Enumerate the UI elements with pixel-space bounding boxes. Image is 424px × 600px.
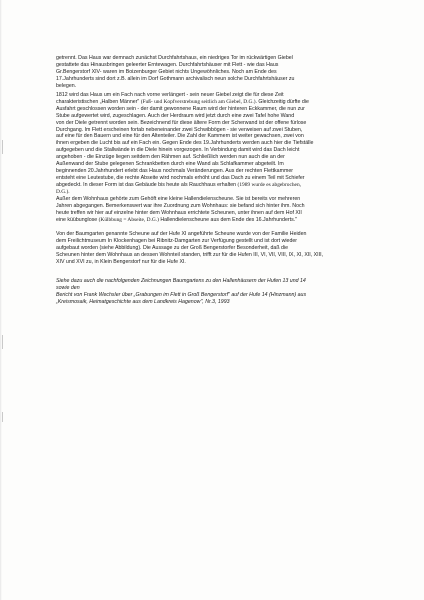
text-line: ihnen ergeben die Lucht bis auf ein Fach ein. Gegen Ende des 19.Jahrhunderts werden auch hier die Tiefställe [56, 140, 314, 147]
text-line: 17.Jahrhunderts sind dort z.B. allein im Dorf Gothmann archivalisch neun solche Durchfahrtshäuser zu [56, 75, 295, 82]
text-line: 1812 wird das Haus um ein Fach nach vorne verlängert - sein neuer Giebel zeigt die für diese Zeit [56, 91, 284, 98]
handwritten-annotation: D.G.). [56, 189, 70, 196]
text-line [56, 99, 369, 106]
text-line: aufgegeben und die Stallwände in die Diele hinein vorgezogen. In Verbindung damit wird das Dach leicht [56, 147, 300, 154]
text-line: XIV und XVI zu, in Klein Bengerstorf nur für die Hufe XI. [56, 258, 186, 265]
text-run: Hallendielenscheune aus dem Ende des 16.Jahrhunderts." [158, 216, 298, 223]
text-line: Außer dem Wohnhaus gehörte zum Gehöft eine kleine Hallendielenscheune. Sie ist bereits vor mehreren [56, 196, 301, 203]
page-edge-shadow [0, 0, 2, 600]
text-line [56, 182, 369, 189]
note-line: Siehe dazu auch die nachfolgenden Zeichnungen Baumgartens zu den Hallenhäusern der Hufen 13 und 14 [56, 277, 306, 284]
handwritten-annotation: (Fuß- und Kopfverstrebung seitlich am Giebel, D.G.). [140, 98, 257, 105]
text-line: gestattete das Hinausbringen geleerter Erntewagen. Durchfahrtshäuser mit Flett - wie das Haus [56, 61, 279, 68]
text-line: Durchgang. Im Flett erscheinen fortab nebeneinander zwei Schwibbögen - sie verweisen auf zwei Stuben, [56, 126, 303, 133]
text-run: Gleichzeitig dürfte die [256, 98, 309, 105]
paragraph-3 [56, 196, 369, 224]
text-line: Gr.Bengerstorf XIV- waren im Boizenburger Gebiet nichts Ungewöhnliches. Noch am Ende des [56, 68, 277, 75]
text-run: abgedeckt. In dieser Form ist das Gebäude bis heute als Rauchhaus erhalten [56, 182, 238, 189]
handwritten-annotation: (1989 wurde es abgebrochen, [237, 182, 301, 189]
note-line: sowie den [56, 284, 80, 291]
paragraph-4 [56, 231, 369, 266]
reference-notes [56, 278, 369, 306]
text-line: Von der Baumgarten genannte Scheune auf der Hufe XI angeführte Scheune wurde von der Familie Heiden [56, 230, 307, 237]
text-line: Scheunen hinter dem Wohnhaus an dessen Wohnteil standen, trifft zur für die Hufen III, VI, VII, VIII, IX, XI, XII, XIII, [56, 251, 324, 258]
text-line: heute treffen wir hier auf einzelne hinter dem Wohnhaus errichtete Scheunen, unter ihnen auf dem Hof XII [56, 209, 302, 216]
note-line: „Kreismosaik, Heimatgeschichte aus dem Landkreis Hagenow", Nr.3, 1993 [56, 298, 230, 305]
text-line [56, 217, 369, 224]
paragraph-1 [56, 55, 369, 90]
text-line: von der Diele getrennt worden sein. Bezeichnend für diese ältere Form der Scherwand ist der offene fürlose [56, 119, 307, 126]
text-line: auf eine für den Bauern und eine für den Altenteiler. Die Zahl der Kammern ist weiter gewachsen, zwei von [56, 133, 304, 140]
text-line: entsteht eine Leutestube, die rechte Abseite wird nochmals erhöht und das Dach zu einem Teil mit Schiefer [56, 175, 305, 182]
text-line: Stube aufgewertet wird, zugeschlagen. Auch der Herdraum wird jetzt durch eine zwei Tafel hohe Wand [56, 112, 295, 119]
text-line: Ausfahrt geschlossen worden sein - der damit gewonnene Raum wird der hinteren Eckkammer, die nun zur [56, 105, 305, 112]
text-run: eine küübunglose [56, 216, 99, 223]
punch-hole-mark-upper [2, 140, 9, 154]
text-line: beginnenden 20.Jahrhundert erlebt das Haus nochmals Veränderungen. Aus der rechten Flettkammer [56, 168, 293, 175]
text-line: aufgebaut worden (siehe Abbildung). Die Aussage zu der Groß Bengerstorfer Besonderheit, daß die [56, 244, 289, 251]
text-line: Außenwand der Stube gelegenen Schrankbetten durch eine Wand als Schlafkammer abgeteilt. Im [56, 161, 284, 168]
punch-hole-mark-lower [2, 412, 9, 422]
paragraph-2 [56, 92, 369, 196]
text-line: belegen. [56, 82, 77, 89]
text-run: charakteristischen „Halben Männer" [56, 98, 141, 105]
text-line: getrennt. Das Haus war demnach zunächst Durchfahrtshaus, ein niedriges Tor im rückwärtigen Giebel [56, 55, 293, 61]
handwritten-annotation: (Külbbung = Abseite, D.G.) [98, 216, 159, 223]
text-line: Jahren abgegangen. Bemerkenswert war ihre Zuordnung zum Wohnhaus: sie befand sich hinter ihm. Noch [56, 203, 305, 210]
text-line: angehoben - die Einzüge liegen seitdem den Rähmen auf. Schließlich werden nun auch die an der [56, 154, 285, 161]
punch-hole-mark-middle [2, 335, 9, 349]
text-line: dem Freilichtmuseum In Klockenhagen bei Ribnitz-Damgarten zur Verfügung gestellt und ist dort wieder [56, 237, 298, 244]
document-body [56, 55, 369, 305]
note-line: Bericht von Frank Wechsler über „Grabungen im Flett in Groß Bengerstorf" auf der Hufe 14 (Hinzmann) aus [56, 291, 307, 298]
